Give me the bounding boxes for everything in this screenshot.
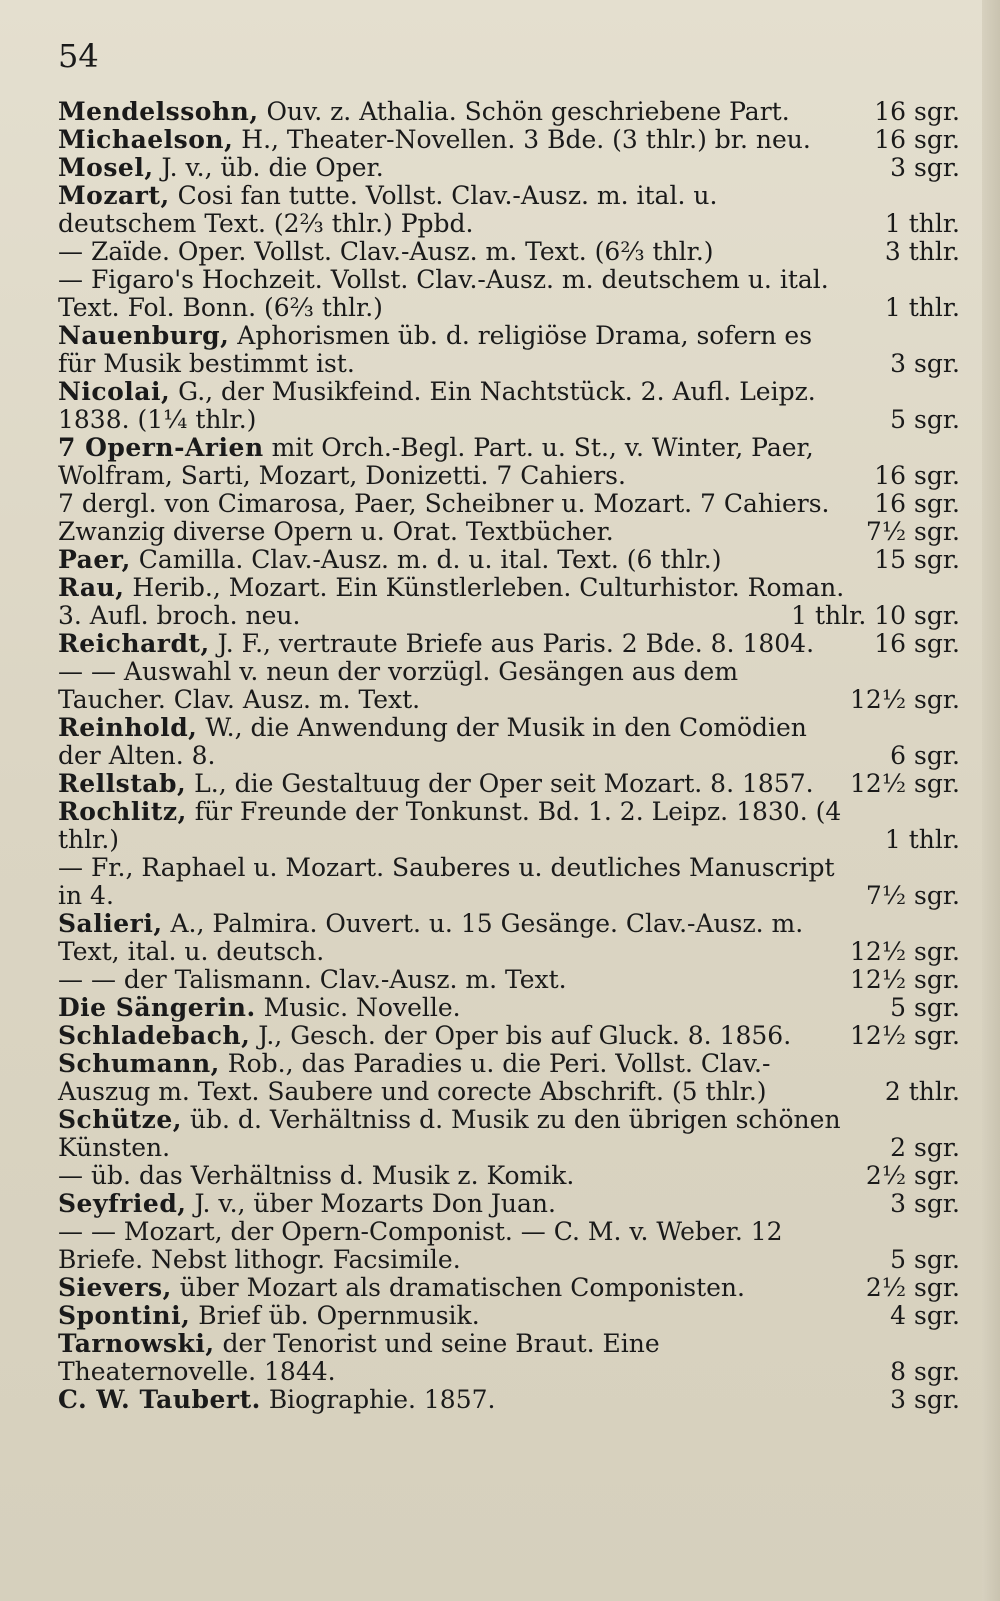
entry-price: 3 sgr. bbox=[890, 1385, 960, 1414]
entry-text bbox=[58, 378, 960, 434]
entry-price: 7½ sgr. bbox=[865, 881, 960, 910]
catalog-list bbox=[58, 98, 960, 1414]
catalog-entry bbox=[58, 182, 960, 238]
entry-text bbox=[58, 518, 960, 546]
page-edge bbox=[982, 0, 1000, 1601]
entry-heading: Schumann, bbox=[58, 1049, 220, 1078]
entry-price: 3 sgr. bbox=[890, 1189, 960, 1218]
entry-text bbox=[58, 546, 960, 574]
entry-price: 2 thlr. bbox=[884, 1077, 960, 1106]
entry-heading: Nauenburg, bbox=[58, 321, 230, 350]
catalog-entry bbox=[58, 770, 960, 798]
entry-price: 1 thlr. bbox=[884, 209, 960, 238]
entry-description: — üb. das Verhältniss d. Musik z. Komik. bbox=[58, 1161, 575, 1190]
entry-price: 16 sgr. bbox=[874, 489, 960, 518]
catalog-entry bbox=[58, 630, 960, 658]
entry-heading: Paer, bbox=[58, 545, 131, 574]
entry-heading: Tarnowski, bbox=[58, 1329, 215, 1358]
entry-text bbox=[58, 322, 960, 378]
entry-text bbox=[58, 434, 960, 490]
entry-price: 1 thlr. 10 sgr. bbox=[791, 601, 960, 630]
entry-text bbox=[58, 1106, 960, 1162]
page-number: 54 bbox=[58, 37, 99, 75]
entry-price: 2½ sgr. bbox=[865, 1161, 960, 1190]
entry-description: Zwanzig diverse Opern u. Orat. Textbücher. bbox=[58, 517, 614, 546]
entry-heading: Michaelson, bbox=[58, 125, 234, 154]
entry-description: der Tenorist und seine Braut. Eine Theaternovelle. 1844. bbox=[58, 1329, 660, 1386]
entry-price: 5 sgr. bbox=[890, 1245, 960, 1274]
entry-text bbox=[58, 1302, 960, 1330]
entry-text bbox=[58, 854, 960, 910]
entry-heading: Rochlitz, bbox=[58, 797, 187, 826]
entry-text bbox=[58, 714, 960, 770]
entry-description: J. v., über Mozarts Don Juan. bbox=[194, 1189, 556, 1218]
entry-text bbox=[58, 1050, 960, 1106]
entry-text bbox=[58, 770, 960, 798]
entry-text bbox=[58, 126, 960, 154]
entry-text bbox=[58, 154, 960, 182]
entry-price: 6 sgr. bbox=[890, 741, 960, 770]
entry-text bbox=[58, 1162, 960, 1190]
entry-heading: Rellstab, bbox=[58, 769, 187, 798]
entry-price: 2½ sgr. bbox=[865, 1273, 960, 1302]
entry-text bbox=[58, 182, 960, 238]
entry-price: 12½ sgr. bbox=[850, 937, 960, 966]
catalog-entry bbox=[58, 574, 960, 630]
entry-text bbox=[58, 910, 960, 966]
entry-price: 15 sgr. bbox=[874, 545, 960, 574]
entry-text bbox=[58, 994, 960, 1022]
entry-description: A., Palmira. Ouvert. u. 15 Gesänge. Clav.-Ausz. m. Text, ital. u. deutsch. bbox=[58, 909, 804, 966]
catalog-entry bbox=[58, 1050, 960, 1106]
entry-text bbox=[58, 1022, 960, 1050]
entry-heading: Mozart, bbox=[58, 181, 170, 210]
entry-description: L., die Gestaltuug der Oper seit Mozart. 8. 1857. bbox=[194, 769, 814, 798]
catalog-entry bbox=[58, 658, 960, 714]
entry-description: J., Gesch. der Oper bis auf Gluck. 8. 1856. bbox=[258, 1021, 792, 1050]
catalog-entry bbox=[58, 1274, 960, 1302]
entry-description: — — Mozart, der Opern-Componist. — C. M. v. Weber. 12 Briefe. Nebst lithogr. Facsimile. bbox=[58, 1217, 783, 1274]
entry-description: — — der Talismann. Clav.-Ausz. m. Text. bbox=[58, 965, 567, 994]
catalog-entry bbox=[58, 966, 960, 994]
entry-price: 1 thlr. bbox=[884, 293, 960, 322]
entry-text bbox=[58, 1218, 960, 1274]
entry-heading: Schladebach, bbox=[58, 1021, 251, 1050]
entry-heading: Schütze, bbox=[58, 1105, 182, 1134]
entry-heading: Mendelssohn, bbox=[58, 97, 259, 126]
entry-heading: Rau, bbox=[58, 573, 125, 602]
entry-price: 5 sgr. bbox=[890, 405, 960, 434]
entry-price: 12½ sgr. bbox=[850, 965, 960, 994]
entry-heading: Seyfried, bbox=[58, 1189, 187, 1218]
entry-text bbox=[58, 1190, 960, 1218]
entry-text bbox=[58, 490, 960, 518]
entry-heading: Salieri, bbox=[58, 909, 163, 938]
entry-description: üb. d. Verhältniss d. Musik zu den übrigen schönen Künsten. bbox=[58, 1105, 841, 1162]
catalog-entry bbox=[58, 490, 960, 518]
catalog-entry bbox=[58, 1218, 960, 1274]
entry-price: 16 sgr. bbox=[874, 97, 960, 126]
entry-description: Herib., Mozart. Ein Künstlerleben. Culturhistor. Roman. 3. Aufl. broch. neu. bbox=[58, 573, 845, 630]
entry-price: 12½ sgr. bbox=[850, 685, 960, 714]
entry-description: J. v., üb. die Oper. bbox=[161, 153, 384, 182]
entry-description: mit Orch.-Begl. Part. u. St., v. Winter, Paer, Wolfram, Sarti, Mozart, Donizetti. 7 Cahiers. bbox=[58, 433, 814, 490]
catalog-entry bbox=[58, 798, 960, 854]
catalog-entry bbox=[58, 126, 960, 154]
catalog-entry bbox=[58, 854, 960, 910]
entry-price: 3 sgr. bbox=[890, 349, 960, 378]
entry-description: Camilla. Clav.-Ausz. m. d. u. ital. Text. (6 thlr.) bbox=[138, 545, 722, 574]
catalog-entry bbox=[58, 1162, 960, 1190]
entry-heading: Reinhold, bbox=[58, 713, 198, 742]
entry-price: 16 sgr. bbox=[874, 125, 960, 154]
catalog-entry bbox=[58, 238, 960, 266]
entry-text bbox=[58, 266, 960, 322]
entry-price: 1 thlr. bbox=[884, 825, 960, 854]
catalog-entry bbox=[58, 994, 960, 1022]
entry-description: J. F., vertraute Briefe aus Paris. 2 Bde. 8. 1804. bbox=[217, 629, 815, 658]
entry-price: 4 sgr. bbox=[890, 1301, 960, 1330]
catalog-entry bbox=[58, 322, 960, 378]
entry-description: Rob., das Paradies u. die Peri. Vollst. Clav.-Auszug m. Text. Saubere und corecte Abschrift. (5 thlr.) bbox=[58, 1049, 771, 1106]
entry-price: 8 sgr. bbox=[890, 1357, 960, 1386]
entry-description: — Figaro's Hochzeit. Vollst. Clav.-Ausz. m. deutschem u. ital. Text. Fol. Bonn. (6⅔ thlr.) bbox=[58, 265, 829, 322]
catalog-entry bbox=[58, 1190, 960, 1218]
catalog-entry bbox=[58, 434, 960, 490]
entry-text bbox=[58, 1386, 960, 1414]
entry-heading: Nicolai, bbox=[58, 377, 171, 406]
entry-heading: 7 Opern-Arien bbox=[58, 433, 264, 462]
entry-description: — Fr., Raphael u. Mozart. Sauberes u. deutliches Manuscript in 4. bbox=[58, 853, 835, 910]
entry-text bbox=[58, 798, 960, 854]
entry-text bbox=[58, 1274, 960, 1302]
entry-heading: Sievers, bbox=[58, 1273, 172, 1302]
entry-heading: C. W. Taubert. bbox=[58, 1385, 261, 1414]
entry-price: 2 sgr. bbox=[890, 1133, 960, 1162]
catalog-entry bbox=[58, 378, 960, 434]
catalog-entry bbox=[58, 1386, 960, 1414]
catalog-entry bbox=[58, 518, 960, 546]
catalog-entry bbox=[58, 266, 960, 322]
entry-price: 12½ sgr. bbox=[850, 769, 960, 798]
catalog-entry bbox=[58, 154, 960, 182]
entry-price: 12½ sgr. bbox=[850, 1021, 960, 1050]
entry-text bbox=[58, 658, 960, 714]
catalog-entry bbox=[58, 1330, 960, 1386]
catalog-entry bbox=[58, 910, 960, 966]
entry-heading: Spontini, bbox=[58, 1301, 191, 1330]
entry-description: Ouv. z. Athalia. Schön geschriebene Part. bbox=[266, 97, 790, 126]
entry-text bbox=[58, 966, 960, 994]
catalog-entry bbox=[58, 1106, 960, 1162]
entry-description: H., Theater-Novellen. 3 Bde. (3 thlr.) br. neu. bbox=[241, 125, 811, 154]
entry-text bbox=[58, 98, 960, 126]
entry-description: Aphorismen üb. d. religiöse Drama, sofern es für Musik bestimmt ist. bbox=[58, 321, 813, 378]
entry-description: für Freunde der Tonkunst. Bd. 1. 2. Leipz. 1830. (4 thlr.) bbox=[58, 797, 842, 854]
entry-price: 16 sgr. bbox=[874, 629, 960, 658]
entry-price: 3 sgr. bbox=[890, 153, 960, 182]
entry-description: über Mozart als dramatischen Componisten. bbox=[179, 1273, 745, 1302]
catalog-entry bbox=[58, 714, 960, 770]
entry-price: 7½ sgr. bbox=[865, 517, 960, 546]
entry-heading: Mosel, bbox=[58, 153, 154, 182]
catalog-entry bbox=[58, 1022, 960, 1050]
entry-description: G., der Musikfeind. Ein Nachtstück. 2. Aufl. Leipz. 1838. (1¼ thlr.) bbox=[58, 377, 816, 434]
entry-description: — — Auswahl v. neun der vorzügl. Gesängen aus dem Taucher. Clav. Ausz. m. Text. bbox=[58, 657, 739, 714]
entry-description: 7 dergl. von Cimarosa, Paer, Scheibner u. Mozart. 7 Cahiers. bbox=[58, 489, 830, 518]
entry-description: — Zaïde. Oper. Vollst. Clav.-Ausz. m. Text. (6⅔ thlr.) bbox=[58, 237, 714, 266]
entry-description: W., die Anwendung der Musik in den Comödien der Alten. 8. bbox=[58, 713, 807, 770]
entry-heading: Die Sängerin. bbox=[58, 993, 256, 1022]
entry-description: Cosi fan tutte. Vollst. Clav.-Ausz. m. ital. u. deutschem Text. (2⅔ thlr.) Ppbd. bbox=[58, 181, 718, 238]
entry-description: Biographie. 1857. bbox=[268, 1385, 496, 1414]
entry-price: 5 sgr. bbox=[890, 993, 960, 1022]
entry-text bbox=[58, 1330, 960, 1386]
entry-description: Music. Novelle. bbox=[263, 993, 461, 1022]
catalog-entry bbox=[58, 546, 960, 574]
entry-price: 16 sgr. bbox=[874, 461, 960, 490]
catalog-entry bbox=[58, 1302, 960, 1330]
entry-description: Brief üb. Opernmusik. bbox=[198, 1301, 480, 1330]
entry-price: 3 thlr. bbox=[884, 237, 960, 266]
entry-heading: Reichardt, bbox=[58, 629, 210, 658]
entry-text bbox=[58, 630, 960, 658]
entry-text bbox=[58, 238, 960, 266]
catalog-entry bbox=[58, 98, 960, 126]
